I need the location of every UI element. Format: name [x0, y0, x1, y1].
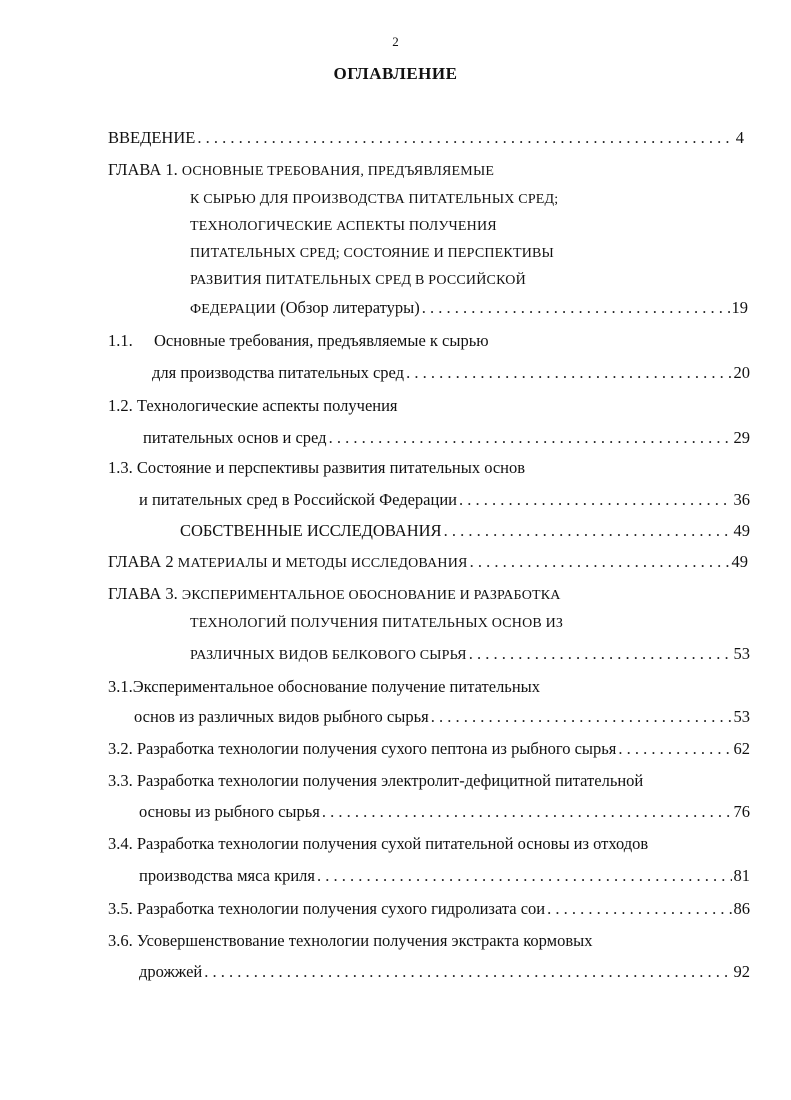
toc-entry-label: производства мяса криля	[139, 866, 316, 885]
toc-section-3-1-line1: 3.1.Экспериментальное обоснование получение питательных	[108, 677, 540, 696]
toc-section-3-2	[108, 739, 750, 759]
toc-page-number: 53	[733, 644, 750, 663]
toc-chapter-1-line5: РАЗВИТИЯ ПИТАТЕЛЬНЫХ СРЕД В РОССИЙСКОЙ	[190, 273, 526, 288]
toc-section-3-6-line2	[139, 962, 750, 982]
toc-section-1-1-line1	[108, 331, 489, 351]
dot-leader	[459, 490, 732, 510]
toc-entry-label: РАЗЛИЧНЫХ ВИДОВ БЕЛКОВОГО СЫРЬЯ	[190, 648, 467, 663]
toc-chapter-1-line3: ТЕХНОЛОГИЧЕСКИЕ АСПЕКТЫ ПОЛУЧЕНИЯ	[190, 219, 497, 234]
toc-entry-label: 3.2. Разработка технологии получения сухого пептона из рыбного сырья	[108, 739, 617, 758]
toc-page-number: 81	[733, 866, 750, 885]
chapter-title-line: ОСНОВНЫЕ ТРЕБОВАНИЯ, ПРЕДЪЯВЛЯЕМЫЕ	[181, 164, 495, 179]
toc-chapter-2	[108, 552, 748, 574]
toc-entry-label	[108, 552, 468, 574]
section-title-line: Основные требования, предъявляемые к сырью	[154, 331, 489, 350]
toc-page-number: 36	[733, 490, 750, 509]
toc-section-3-4-line2	[139, 866, 750, 886]
toc-chapter-3-line3	[190, 644, 750, 666]
toc-entry-label: для производства питательных сред	[152, 363, 405, 382]
toc-section-3-3-line2	[139, 802, 750, 822]
toc-entry-label: СОБСТВЕННЫЕ ИССЛЕДОВАНИЯ	[180, 521, 442, 540]
toc-entry-label: основы из рыбного сырья	[139, 802, 320, 821]
dot-leader	[469, 644, 732, 664]
toc-page-number: 62	[733, 739, 750, 758]
page-number: 2	[392, 34, 399, 49]
toc-page-number: 49	[731, 552, 748, 571]
toc-section-1-3-line1: 1.3. Состояние и перспективы развития питательных основ	[108, 458, 526, 477]
toc-section-3-4-line1: 3.4. Разработка технологии получения сухой питательной основы из отходов	[108, 834, 649, 853]
chapter-title-line: МАТЕРИАЛЫ И МЕТОДЫ ИССЛЕДОВАНИЯ	[177, 556, 468, 571]
dot-leader	[406, 363, 731, 383]
dot-leader	[444, 521, 732, 541]
dot-leader	[470, 552, 730, 572]
toc-chapter-1-line1	[108, 160, 494, 182]
toc-page-number: 92	[733, 962, 750, 981]
toc-chapter-3-line1	[108, 584, 561, 606]
chapter-title-line: ЭКСПЕРИМЕНТАЛЬНОЕ ОБОСНОВАНИЕ И РАЗРАБОТКА	[181, 588, 561, 603]
toc-section-3-6-line1: 3.6. Усовершенствование технологии получения экстракта кормовых	[108, 931, 593, 950]
toc-chapter-1-line2: К СЫРЬЮ ДЛЯ ПРОИЗВОДСТВА ПИТАТЕЛЬНЫХ СРЕД;	[190, 192, 559, 207]
toc-chapter-3-line2: ТЕХНОЛОГИЙ ПОЛУЧЕНИЯ ПИТАТЕЛЬНЫХ ОСНОВ ИЗ	[190, 616, 564, 631]
dot-leader	[547, 899, 731, 919]
dot-leader	[204, 962, 731, 982]
dot-leader	[329, 428, 732, 448]
chapter-title-suffix: (Обзор литературы)	[275, 298, 420, 317]
dot-leader	[431, 707, 732, 727]
toc-entry-label: ВВЕДЕНИЕ	[108, 128, 196, 147]
toc-page-number: 49	[733, 521, 750, 540]
dot-leader	[618, 739, 731, 759]
toc-entry-intro	[108, 128, 744, 148]
toc-section-3-3-line1: 3.3. Разработка технологии получения электролит-дефицитной питательной	[108, 771, 644, 790]
toc-page-number: 19	[731, 298, 748, 317]
section-number: 1.1.	[108, 331, 133, 350]
toc-page-number: 53	[733, 707, 750, 726]
toc-entry-label: 3.5. Разработка технологии получения сухого гидролизата сои	[108, 899, 546, 918]
toc-entry-label: дрожжей	[139, 962, 203, 981]
toc-section-1-2-line2	[143, 428, 750, 448]
toc-page-number: 86	[733, 899, 750, 918]
toc-entry-own-research	[180, 521, 750, 541]
chapter-label: ГЛАВА 2	[108, 552, 174, 571]
toc-chapter-1-line4: ПИТАТЕЛЬНЫХ СРЕД; СОСТОЯНИЕ И ПЕРСПЕКТИВЫ	[190, 246, 554, 261]
chapter-title-line: ФЕДЕРАЦИИ	[190, 302, 276, 317]
toc-page-number: 76	[733, 802, 750, 821]
toc-section-3-5	[108, 899, 750, 919]
dot-leader	[317, 866, 731, 886]
dot-leader	[197, 128, 733, 148]
toc-chapter-1-line6	[190, 298, 748, 320]
toc-entry-label	[190, 298, 420, 320]
toc-section-1-2-line1: 1.2. Технологические аспекты получения	[108, 396, 398, 415]
toc-page-number: 20	[733, 363, 750, 382]
chapter-label: ГЛАВА 1.	[108, 160, 178, 179]
toc-section-3-1-line2	[134, 707, 750, 727]
toc-section-1-1-line2	[152, 363, 750, 383]
chapter-label: ГЛАВА 3.	[108, 584, 178, 603]
toc-page-number: 29	[733, 428, 750, 447]
page-title: ОГЛАВЛЕНИЕ	[333, 64, 458, 83]
dot-leader	[422, 298, 730, 318]
toc-page-number: 4	[735, 128, 744, 147]
toc-entry-label: и питательных сред в Российской Федерации	[139, 490, 457, 509]
dot-leader	[322, 802, 732, 822]
toc-entry-label: основ из различных видов рыбного сырья	[134, 707, 429, 726]
toc-section-1-3-line2	[139, 490, 750, 510]
toc-entry-label: питательных основ и сред	[143, 428, 327, 447]
